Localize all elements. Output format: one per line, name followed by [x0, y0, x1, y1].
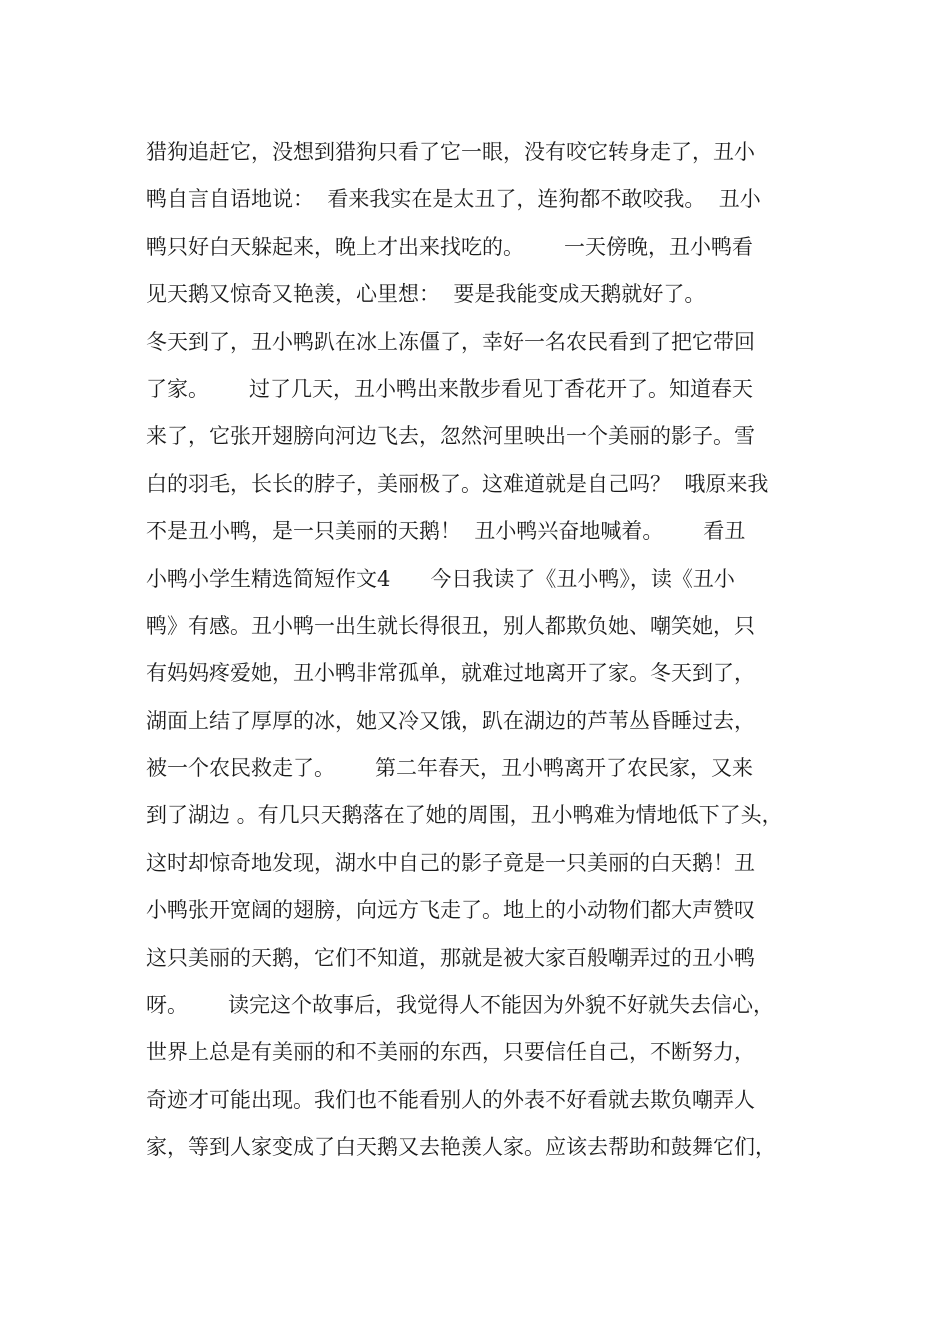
text-line: 来了，它张开翅膀向河边飞去，忽然河里映出一个美丽的影子。雪 [146, 424, 755, 449]
text-line: 有妈妈疼爱她，丑小鸭非常孤单，就难过地离开了家。冬天到了， [146, 661, 755, 686]
essay-body [146, 129, 836, 1172]
text-line: 呀。 读完这个故事后，我觉得人不能因为外貌不好就失去信心， [146, 993, 775, 1018]
text-line: 这只美丽的天鹅，它们不知道，那就是被大家百般嘲弄过的丑小鸭 [146, 945, 755, 970]
text-line: 被一个农民救走了。 第二年春天，丑小鸭离开了农民家，又来 [146, 756, 754, 781]
text-line: 鸭》有感。丑小鸭一出生就长得很丑，别人都欺负她、嘲笑她，只 [146, 613, 755, 638]
text-line: 不是丑小鸭，是一只美丽的天鹅！ 丑小鸭兴奋地喊着。 看丑 [146, 519, 746, 544]
text-line: 冬天到了，丑小鸭趴在冰上冻僵了，幸好一名农民看到了把它带回 [146, 329, 755, 354]
text-line: 鸭自言自语地说： 看来我实在是太丑了，连狗都不敢咬我。 丑小 [146, 187, 761, 212]
text-line: 奇迹才可能出现。我们也不能看别人的外表不好看就去欺负嘲弄人 [146, 1087, 755, 1112]
text-line: 见天鹅又惊奇又艳羡，心里想： 要是我能变成天鹅就好了。 [146, 282, 706, 307]
text-line: 世界上总是有美丽的和不美丽的东西，只要信任自己，不断努力， [146, 1040, 755, 1065]
text-line: 鸭只好白天躲起来，晚上才出来找吃的。 一天傍晚，丑小鸭看 [146, 234, 754, 259]
text-line: 家，等到人家变成了白天鹅又去艳羡人家。应该去帮助和鼓舞它们， [146, 1135, 776, 1160]
text-line: 到了湖边 。有几只天鹅落在了她的周围，丑小鸭难为情地低下了头， [146, 803, 783, 828]
text-line: 小鸭张开宽阔的翅膀，向远方飞走了。地上的小动物们都大声赞叹 [146, 898, 755, 923]
text-line: 猎狗追赶它，没想到猎狗只看了它一眼，没有咬它转身走了，丑小 [146, 140, 755, 164]
text-line: 小鸭小学生精选简短作文4 今日我读了《丑小鸭》，读《丑小 [146, 566, 735, 591]
text-line: 湖面上结了厚厚的冰，她又冷又饿，趴在湖边的芦苇丛昏睡过去， [146, 708, 755, 733]
text-line: 这时却惊奇地发现，湖水中自己的影子竟是一只美丽的白天鹅！丑 [146, 850, 755, 875]
text-line: 了家。 过了几天，丑小鸭出来散步看见丁香花开了。知道春天 [146, 376, 754, 401]
text-line: 白的羽毛，长长的脖子，美丽极了。这难道就是自己吗？ 哦原来我 [146, 471, 769, 496]
